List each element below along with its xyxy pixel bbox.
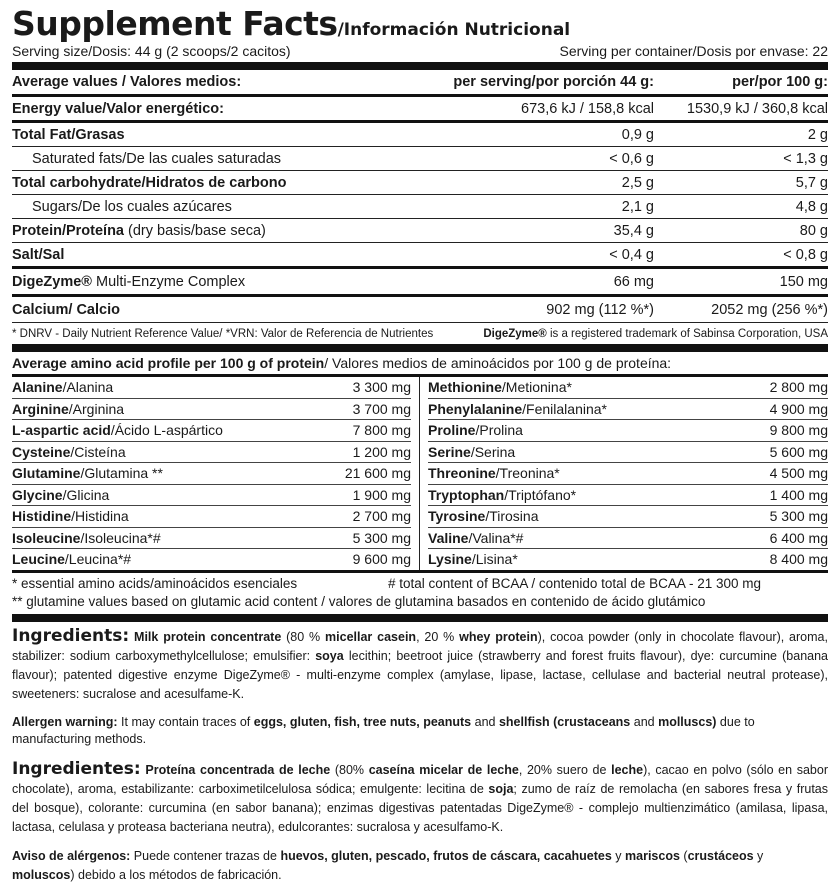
nutrition-row bbox=[12, 219, 828, 243]
amino-name: Leucine/Leucina*# bbox=[12, 551, 132, 568]
nutrient-per-100g: 150 mg bbox=[779, 273, 828, 290]
nutrient-label: Energy value/Valor energético: bbox=[12, 100, 224, 117]
amino-name: Phenylalanine/Fenilalanina* bbox=[428, 400, 607, 417]
nutrient-per-100g: < 1,3 g bbox=[783, 150, 828, 167]
amino-name: L-aspartic acid/Ácido L-aspártico bbox=[12, 422, 223, 439]
amino-value: 1 900 mg bbox=[352, 486, 411, 503]
nutrition-footnote bbox=[12, 323, 828, 352]
amino-row bbox=[12, 549, 411, 570]
nutrient-per-serving: 2,1 g bbox=[621, 198, 654, 215]
ingredients-es-title: Ingredientes: bbox=[12, 758, 141, 779]
amino-notes bbox=[12, 573, 828, 622]
amino-name: Threonine/Treonina* bbox=[428, 465, 560, 482]
nutrition-rows bbox=[12, 97, 828, 323]
amino-value: 3 300 mg bbox=[352, 379, 411, 396]
amino-table bbox=[12, 377, 828, 573]
amino-column-right bbox=[420, 377, 828, 570]
amino-value: 7 800 mg bbox=[352, 422, 411, 439]
allergen-warning-en: Allergen warning: It may contain traces of eggs, gluten, fish, tree nuts, peanuts and shellfish (crustaceans and molluscs) due to manufacturing methods. bbox=[12, 714, 755, 746]
nutrient-per-serving: 2,5 g bbox=[621, 174, 654, 191]
nutrition-row bbox=[12, 147, 828, 171]
amino-value: 5 300 mg bbox=[769, 508, 828, 525]
amino-name: Cysteine/Cisteína bbox=[12, 443, 126, 460]
amino-row bbox=[428, 549, 828, 570]
amino-row bbox=[12, 377, 411, 399]
bcaa-note: # total content of BCAA / contenido total de BCAA - 21 300 mg bbox=[388, 575, 761, 591]
amino-value: 5 600 mg bbox=[769, 443, 828, 460]
amino-row bbox=[12, 528, 411, 550]
nutrient-per-100g: 2 g bbox=[807, 126, 828, 143]
amino-value: 8 400 mg bbox=[769, 551, 828, 568]
amino-row bbox=[12, 399, 411, 421]
amino-value: 2 700 mg bbox=[352, 508, 411, 525]
amino-row bbox=[12, 506, 411, 528]
nutrient-label: Salt/Sal bbox=[12, 246, 65, 263]
amino-row bbox=[428, 485, 828, 507]
allergen-warning-es: Aviso de alérgenos: Puede contener trazas de huevos, gluten, pescado, frutos de cáscara, cacahuetes y mariscos (crustáceos y moluscos) debido a los métodos de fabricación. bbox=[12, 848, 764, 882]
amino-name: Valine/Valina*# bbox=[428, 529, 524, 546]
nutrient-per-serving: 66 mg bbox=[613, 273, 654, 290]
amino-header bbox=[12, 352, 828, 377]
amino-value: 4 900 mg bbox=[769, 400, 828, 417]
amino-row bbox=[12, 463, 411, 485]
ingredients-en-text: Milk protein concentrate (80 % micellar casein, 20 % whey protein), cocoa powder (only in chocolate flavour), aroma, stabilizer: sodium carboxymethylcellulose; emulsifier: soya lecithin; beetroot juice (strawberry and forest fruits flavour), dye: curcumine (banana flavour); patented digestive enzyme DigeZyme® - multi-enzyme complex (amylase, lipase, lactase, cellulase and bacterial neutral protease), sweeteners: sucralose and acesulfame-K. bbox=[12, 629, 828, 701]
amino-value: 4 500 mg bbox=[769, 465, 828, 482]
servings-per-container: Serving per container/Dosis por envase: 22 bbox=[559, 43, 828, 59]
amino-row bbox=[12, 485, 411, 507]
amino-name: Glycine/Glicina bbox=[12, 486, 110, 503]
nutrient-per-100g: 5,7 g bbox=[795, 174, 828, 191]
nutrition-row bbox=[12, 97, 828, 123]
nutrition-row bbox=[12, 123, 828, 147]
nutrient-per-100g: 4,8 g bbox=[795, 198, 828, 215]
amino-name: Methionine/Metionina* bbox=[428, 379, 572, 396]
glutamine-note: ** glutamine values based on glutamic acid content / valores de glutamina basados en contenido de ácido glutámico bbox=[12, 593, 706, 609]
nutrient-label: Sugars/De los cuales azúcares bbox=[32, 198, 232, 215]
nutrient-per-serving: 673,6 kJ / 158,8 kcal bbox=[521, 100, 654, 117]
amino-value: 1 200 mg bbox=[352, 443, 411, 460]
amino-row bbox=[428, 442, 828, 464]
panel-title: Supplement Facts bbox=[12, 4, 338, 43]
amino-value: 5 300 mg bbox=[352, 529, 411, 546]
amino-row bbox=[428, 528, 828, 550]
amino-row bbox=[428, 463, 828, 485]
amino-value: 9 600 mg bbox=[352, 551, 411, 568]
ingredients-en bbox=[12, 627, 828, 704]
amino-name: Glutamine/Glutamina ** bbox=[12, 465, 163, 482]
amino-name: Arginine/Arginina bbox=[12, 400, 125, 417]
essential-note: * essential amino acids/aminoácidos esenciales bbox=[12, 575, 298, 591]
amino-column-left bbox=[12, 377, 420, 570]
amino-row bbox=[428, 506, 828, 528]
amino-header-title: Average amino acid profile per 100 g of protein bbox=[12, 355, 325, 371]
amino-name: Lysine/Lisina* bbox=[428, 551, 518, 568]
dnrv-note: * DNRV - Daily Nutrient Reference Value/ *VRN: Valor de Referencia de Nutrientes bbox=[12, 327, 434, 340]
nutrient-label: Total carbohydrate/Hidratos de carbono bbox=[12, 174, 287, 191]
amino-name: Serine/Serina bbox=[428, 443, 516, 460]
amino-row bbox=[428, 420, 828, 442]
amino-row bbox=[12, 442, 411, 464]
amino-name: Alanine/Alanina bbox=[12, 379, 114, 396]
nutrition-row bbox=[12, 171, 828, 195]
nutrient-per-serving: 0,9 g bbox=[621, 126, 654, 143]
nutrient-label: DigeZyme® Multi-Enzyme Complex bbox=[12, 273, 246, 290]
amino-value: 9 800 mg bbox=[769, 422, 828, 439]
nutrition-row bbox=[12, 243, 828, 269]
trademark-note: DigeZyme® is a registered trademark of Sabinsa Corporation, USA bbox=[483, 327, 828, 340]
amino-value: 21 600 mg bbox=[344, 465, 411, 482]
nutrient-label: Saturated fats/De las cuales saturadas bbox=[32, 150, 282, 167]
amino-value: 1 400 mg bbox=[769, 486, 828, 503]
amino-name: Histidine/Histidina bbox=[12, 508, 129, 525]
panel-subtitle: /Información Nutricional bbox=[337, 20, 571, 40]
amino-row bbox=[428, 399, 828, 421]
amino-row bbox=[428, 377, 828, 399]
amino-value: 2 800 mg bbox=[769, 379, 828, 396]
amino-name: Proline/Prolina bbox=[428, 422, 523, 439]
serving-info bbox=[12, 42, 828, 70]
nutrient-per-100g: 1530,9 kJ / 360,8 kcal bbox=[686, 100, 828, 117]
ingredients-es bbox=[12, 760, 828, 837]
nutrient-per-serving: 902 mg (112 %*) bbox=[546, 301, 654, 318]
nutrition-row bbox=[12, 195, 828, 219]
nutrient-per-100g: 80 g bbox=[799, 222, 828, 239]
header-per-serving: per serving/por porción 44 g: bbox=[453, 74, 654, 90]
nutrient-per-serving: < 0,4 g bbox=[609, 246, 654, 263]
amino-name: Tryptophan/Triptófano* bbox=[428, 486, 577, 503]
amino-value: 6 400 mg bbox=[769, 529, 828, 546]
header-per-100: per/por 100 g: bbox=[732, 74, 828, 90]
title-row bbox=[12, 6, 828, 42]
amino-name: Isoleucine/Isoleucina*# bbox=[12, 529, 161, 546]
nutrient-per-serving: 35,4 g bbox=[613, 222, 654, 239]
serving-size: Serving size/Dosis: 44 g (2 scoops/2 cacitos) bbox=[12, 43, 291, 59]
nutrition-header bbox=[12, 70, 828, 97]
nutrition-row bbox=[12, 269, 828, 297]
amino-name: Tyrosine/Tirosina bbox=[428, 508, 539, 525]
supplement-facts-panel bbox=[12, 6, 828, 885]
amino-value: 3 700 mg bbox=[352, 400, 411, 417]
nutrient-label: Calcium/ Calcio bbox=[12, 301, 120, 318]
nutrient-per-100g: < 0,8 g bbox=[783, 246, 828, 263]
nutrient-per-serving: < 0,6 g bbox=[609, 150, 654, 167]
amino-row bbox=[12, 420, 411, 442]
nutrient-label: Protein/Proteína (dry basis/base seca) bbox=[12, 222, 266, 239]
header-label: Average values / Valores medios: bbox=[12, 74, 242, 90]
nutrient-per-100g: 2052 mg (256 %*) bbox=[711, 301, 828, 318]
nutrient-label: Total Fat/Grasas bbox=[12, 126, 125, 143]
ingredients-en-title: Ingredients: bbox=[12, 625, 130, 646]
nutrition-row bbox=[12, 297, 828, 323]
ingredients-es-text: Proteína concentrada de leche (80% caseína micelar de leche, 20% suero de leche), cacao en polvo (sólo en sabor chocolate), aroma, estabilizante: carboximetilcelulosa sódica; emulgente: lecitina de soja; zumo de raíz de remolacha (en sabores fresa y frutas del bosque), colorante: curcumina (en sabor banana); enzimas digestivas patentadas DigeZyme® - complejo multienzimático (amilasa, lipasa, lactasa, celulasa y proteasa bacteriana neutra), edulcorantes: sucralosa y acesulfamo-K. bbox=[12, 762, 828, 834]
amino-header-sub: / Valores medios de aminoácidos por 100 g de proteína: bbox=[324, 355, 672, 371]
